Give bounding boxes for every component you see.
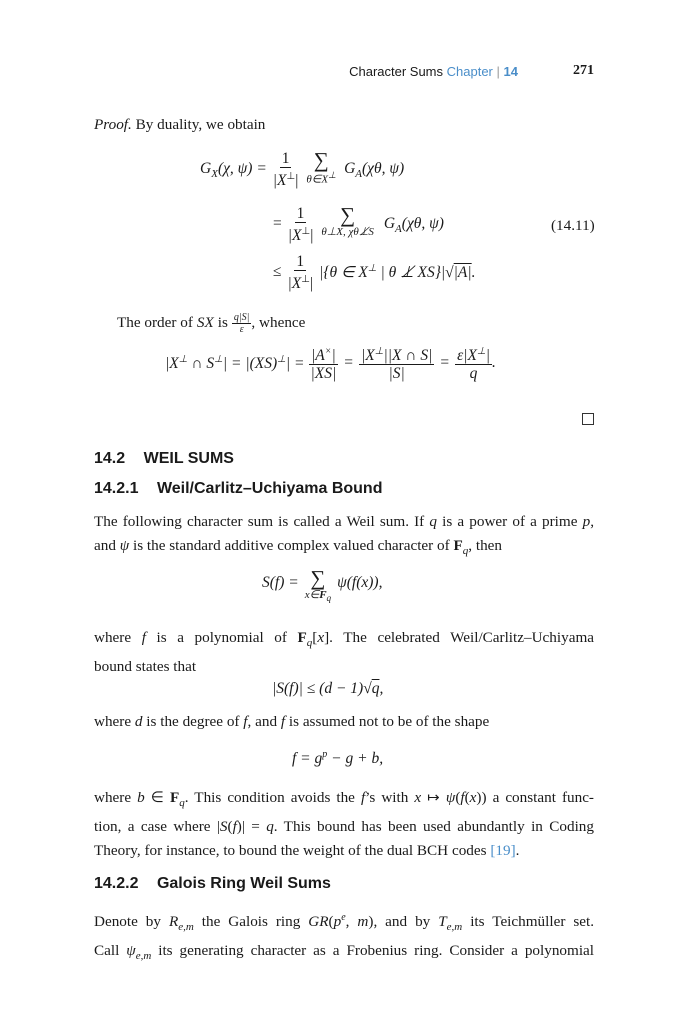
page-number: 271 (573, 63, 594, 78)
paragraph-bound-intro: where f is a polynomial of $F_q[x]$. The celebrated Weil/Carlitz–Uchiyama bound states that (94, 626, 594, 679)
subsection-2-title: Galois Ring Weil Sums (156, 875, 331, 892)
subsection-2-number: 14.2.2 (94, 875, 139, 892)
header-title: Character Sums (349, 64, 444, 79)
citation-link[interactable]: [19] (490, 842, 516, 860)
subsection-1-heading (94, 480, 382, 498)
equation-line-2: = $\frac{1}{|X^\perp|}$ ∑ θ⊥X, χθ⊥̸S $G_A(\chi\theta$, ψ) (273, 203, 444, 245)
header-chapter-number: 14 (503, 64, 518, 79)
p5-line1b: the Galois ring (201, 913, 301, 931)
header-chapter-word: Chapter (446, 64, 493, 79)
paragraph-degree: where d is the degree of f, and f is assumed not to be of the shape (94, 713, 490, 730)
p4-line1c: ’s with (365, 789, 409, 806)
proof-label: Proof. (94, 116, 132, 133)
order-text-b: is (217, 314, 228, 331)
p2-line1b: is a polynomial of (156, 629, 287, 646)
p1-line1: The following character sum is called a Weil sum. If (94, 513, 425, 530)
p4-line3: Theory, for instance, to bound the weight of the dual BCH codes (94, 842, 487, 860)
p2-line2: bound states that (94, 658, 197, 676)
p5-line2b: its generating character as a Frobenius ring. Consider a polynomial (158, 942, 595, 960)
equation-line-3: ≤ $\frac{1}{|X^\perp|}$ |{θ ∈ X⊥ | θ ⊥̸ XS}|√|A|. (273, 253, 476, 293)
p2-line1a: where (94, 629, 132, 646)
equation-number: (14.11) (551, 217, 595, 234)
p1-line2b: is the standard additive complex valued character of (132, 537, 450, 554)
p4-line2b: . This bound has been used abundantly in Coding (273, 818, 594, 836)
qed-symbol (582, 413, 594, 425)
p3-line1c: , and (247, 713, 278, 730)
subsection-1-title: Weil/Carlitz–Uchiyama Bound (156, 480, 383, 497)
p1-line2c: , then (468, 537, 502, 554)
header-separator: | (496, 64, 500, 79)
p4-line1a: where (94, 789, 132, 806)
weil-bound-equation: |S(f)| ≤ (d − 1)√q, (272, 680, 384, 697)
paragraph-weil-sum-definition: The following character sum is called a Weil sum. If q is a power of a prime p, and ψ is the standard additive complex valued character of $F_q$, then (94, 513, 594, 558)
p4-end: . (515, 842, 520, 860)
order-text-a: The order of (117, 314, 193, 331)
p4-line1d: a constant func- (492, 789, 594, 806)
proof-intro (94, 113, 265, 137)
equation-line-1: $G_X(\chi$, ψ) = $\frac{1}{|X^\perp|}$ ∑ θ∈X⊥ $G_A(\chi\theta$, ψ) (200, 148, 405, 190)
p5-line1d: its Teichmüller set. (470, 913, 595, 931)
p1-line1b: is a power of a prime (442, 513, 578, 530)
p3-line1a: where (94, 713, 132, 730)
p5-line1c: , and by (373, 913, 431, 931)
proof-intro-text: By duality, we obtain (135, 116, 266, 133)
shape-equation: $f = g^p - g + b$, (292, 749, 384, 768)
weil-sum-equation: S(f) = ∑ $x\in F_q$ ψ(f(x)), (262, 566, 383, 604)
section-number: 14.2 (94, 450, 126, 467)
subsection-2-heading (94, 875, 331, 893)
p3-line1d: is assumed not to be of the shape (288, 713, 490, 730)
subsection-1-number: 14.2.1 (94, 480, 139, 497)
running-header (349, 64, 518, 79)
p1-line2a: and (94, 537, 116, 554)
section-title: WEIL SUMS (143, 450, 234, 467)
p2-line1c: . The celebrated Weil/Carlitz–Uchiyama (329, 629, 594, 646)
p4-line2a: tion, a case where (94, 818, 211, 836)
order-sentence: The order of SX is $\frac{q|S|}{\varepsilon}$ , whence (117, 311, 306, 335)
p5-line1a: Denote by (94, 913, 161, 931)
p4-line1b: . This condition avoids the (184, 789, 355, 806)
section-heading (94, 450, 234, 468)
paragraph-condition: where b ∈ $F_q$. This condition avoids the f’s with x ↦ ψ(f(x)) a constant func- tion, a case where |S(f)| = q. This bound has been used abundantly in Coding Theory, for instance, to bound the weight of the dual BCH codes [19]. (94, 789, 594, 860)
paragraph-galois-ring: Denote by $R_{e,m}$ the Galois ring $GR(p^e$, m), and by $T_{e,m}$ its Teichmüller set. Call $\psi_{e,m}$ its generating character as a Frobenius ring. Consider a polynomial (94, 912, 595, 963)
orthogonal-equation: |X⊥ ∩ S⊥| = |(XS)⊥| = $\frac{|A^\times|}{|XS|}$ = $\frac{|X^\perp||X \cap S|}{|S|}$ = $\frac{\varepsilon|X^\perp|}{q}$ . (165, 343, 496, 383)
p3-line1b: is the degree of (146, 713, 240, 730)
p5-line2a: Call (94, 942, 120, 960)
order-text-c: , whence (251, 314, 306, 331)
